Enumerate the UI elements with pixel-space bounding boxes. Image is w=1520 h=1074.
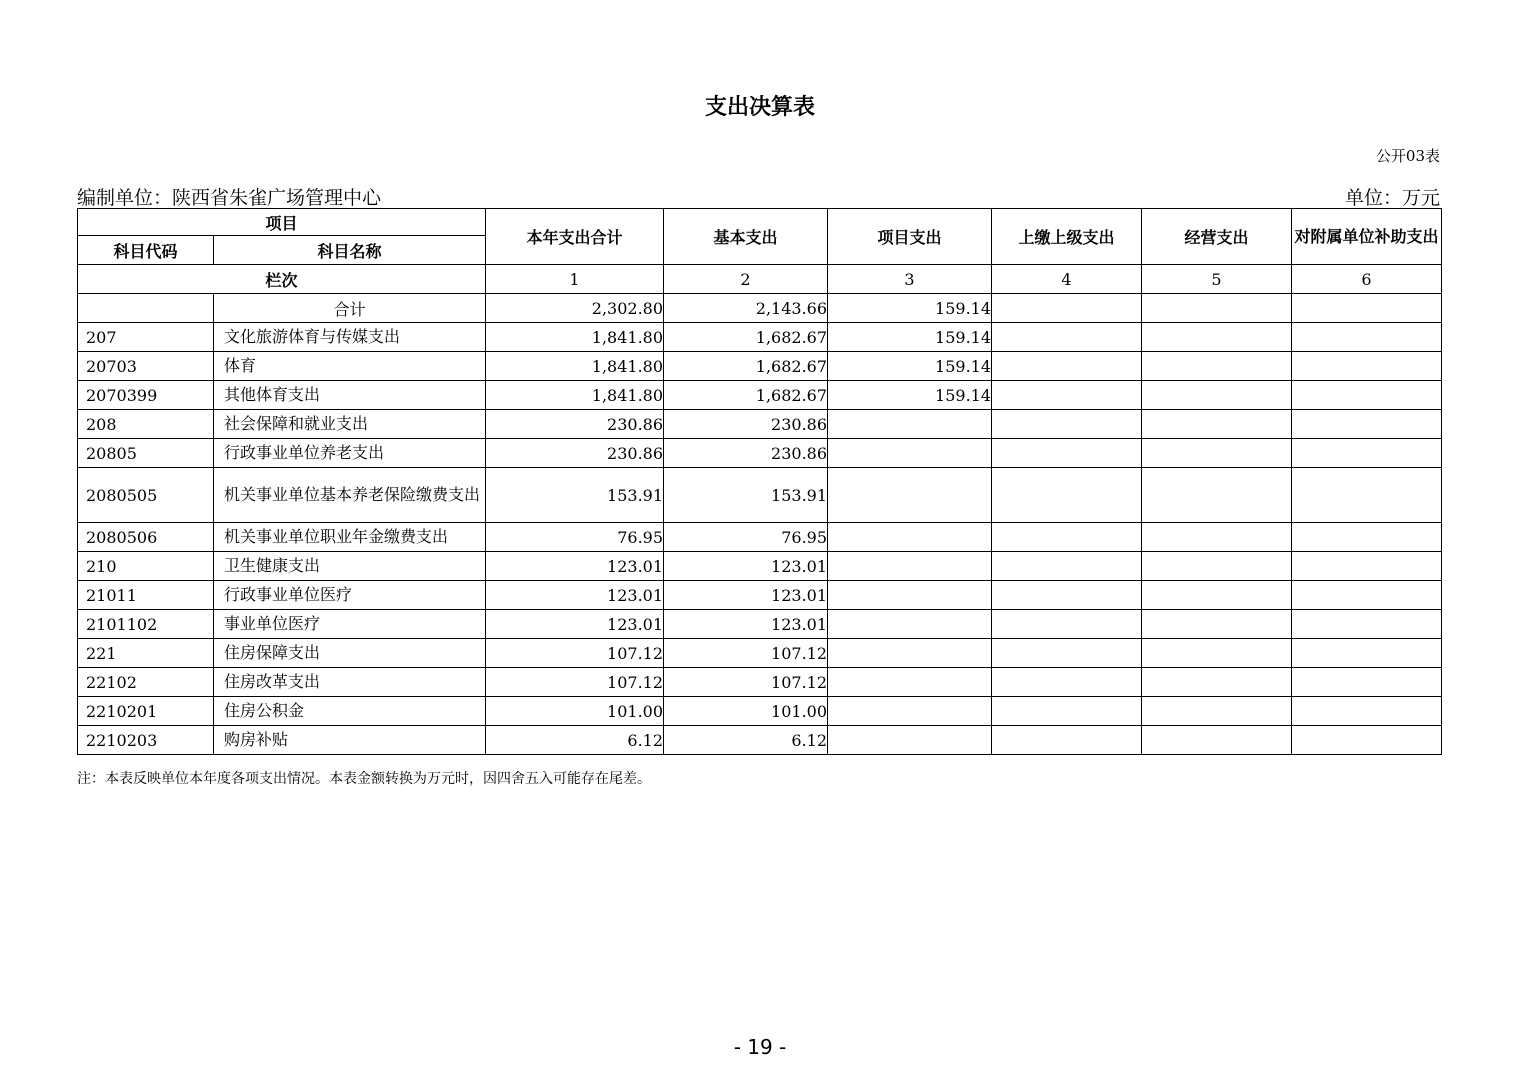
row-total: 123.01: [486, 610, 664, 639]
row-subsidy: [1292, 323, 1442, 352]
row-name: 住房公积金: [214, 697, 486, 726]
row-name: 事业单位医疗: [214, 610, 486, 639]
row-basic: 107.12: [664, 668, 828, 697]
row-name: 住房改革支出: [214, 668, 486, 697]
row-upper: [992, 552, 1142, 581]
row-name: 体育: [214, 352, 486, 381]
row-project: [828, 552, 992, 581]
row-upper: [992, 410, 1142, 439]
row-subsidy: [1292, 352, 1442, 381]
row-code: 22102: [78, 668, 214, 697]
total-upper: [992, 294, 1142, 323]
row-project: [828, 639, 992, 668]
row-name: 行政事业单位养老支出: [214, 439, 486, 468]
row-code: 2080506: [78, 523, 214, 552]
row-name: 社会保障和就业支出: [214, 410, 486, 439]
row-name: 其他体育支出: [214, 381, 486, 410]
footnote: 注：本表反映单位本年度各项支出情况。本表金额转换为万元时，因四舍五入可能存在尾差。: [77, 771, 651, 787]
row-upper: [992, 697, 1142, 726]
header-business: 经营支出: [1142, 209, 1292, 265]
row-subsidy: [1292, 668, 1442, 697]
total-project: 159.14: [828, 294, 992, 323]
header-project-exp: 项目支出: [828, 209, 992, 265]
row-basic: 1,682.67: [664, 323, 828, 352]
row-total: 1,841.80: [486, 352, 664, 381]
row-upper: [992, 323, 1142, 352]
table-row: [78, 323, 1442, 352]
row-subsidy: [1292, 439, 1442, 468]
table-row: [78, 581, 1442, 610]
unit-label: 单位：万元: [1344, 187, 1440, 209]
table-row: [78, 697, 1442, 726]
total-label: 合计: [214, 294, 486, 323]
expenditure-table: [77, 208, 1442, 755]
row-name: 住房保障支出: [214, 639, 486, 668]
row-basic: 123.01: [664, 552, 828, 581]
header-code: 科目代码: [78, 236, 214, 265]
row-name: 机关事业单位基本养老保险缴费支出: [214, 468, 486, 523]
row-code: 20703: [78, 352, 214, 381]
row-upper: [992, 381, 1142, 410]
row-basic: 1,682.67: [664, 381, 828, 410]
table-row: [78, 468, 1442, 523]
row-project: [828, 581, 992, 610]
table-row: [78, 523, 1442, 552]
row-total: 230.86: [486, 439, 664, 468]
row-project: [828, 610, 992, 639]
row-basic: 101.00: [664, 697, 828, 726]
table-row: [78, 610, 1442, 639]
row-business: [1142, 726, 1292, 755]
row-basic: 230.86: [664, 439, 828, 468]
row-code: 2210203: [78, 726, 214, 755]
row-business: [1142, 697, 1292, 726]
row-business: [1142, 410, 1292, 439]
header-row-index: 栏次: [78, 265, 486, 294]
row-name: 购房补贴: [214, 726, 486, 755]
row-total: 230.86: [486, 410, 664, 439]
table-body: [78, 294, 1442, 755]
row-basic: 6.12: [664, 726, 828, 755]
table-row: [78, 726, 1442, 755]
row-project: 159.14: [828, 352, 992, 381]
page-number: - 19 -: [733, 1035, 787, 1059]
row-name: 机关事业单位职业年金缴费支出: [214, 523, 486, 552]
row-subsidy: [1292, 523, 1442, 552]
form-number: 公开03表: [1375, 147, 1440, 165]
index-6: 6: [1292, 265, 1442, 294]
header-total: 本年支出合计: [486, 209, 664, 265]
row-project: 159.14: [828, 323, 992, 352]
table-row: [78, 439, 1442, 468]
header-basic: 基本支出: [664, 209, 828, 265]
row-upper: [992, 610, 1142, 639]
row-total: 107.12: [486, 668, 664, 697]
row-project: 159.14: [828, 381, 992, 410]
row-code: 2080505: [78, 468, 214, 523]
row-name: 文化旅游体育与传媒支出: [214, 323, 486, 352]
row-project: [828, 468, 992, 523]
table-row: [78, 639, 1442, 668]
total-subsidy: [1292, 294, 1442, 323]
table-row: [78, 410, 1442, 439]
row-code: 207: [78, 323, 214, 352]
row-business: [1142, 610, 1292, 639]
table-row: [78, 552, 1442, 581]
row-basic: 107.12: [664, 639, 828, 668]
row-subsidy: [1292, 468, 1442, 523]
row-upper: [992, 352, 1142, 381]
row-total: 101.00: [486, 697, 664, 726]
header-project: 项目: [78, 209, 486, 236]
row-code: 208: [78, 410, 214, 439]
row-business: [1142, 523, 1292, 552]
row-code: 210: [78, 552, 214, 581]
row-code: 2210201: [78, 697, 214, 726]
row-subsidy: [1292, 697, 1442, 726]
table-row: [78, 352, 1442, 381]
row-basic: 1,682.67: [664, 352, 828, 381]
row-subsidy: [1292, 381, 1442, 410]
row-code: 221: [78, 639, 214, 668]
row-business: [1142, 439, 1292, 468]
row-business: [1142, 552, 1292, 581]
total-sum: 2,302.80: [486, 294, 664, 323]
org-label: 编制单位：陕西省朱雀广场管理中心: [77, 187, 382, 209]
row-subsidy: [1292, 552, 1442, 581]
index-2: 2: [664, 265, 828, 294]
row-total: 6.12: [486, 726, 664, 755]
header-upper: 上缴上级支出: [992, 209, 1142, 265]
total-basic: 2,143.66: [664, 294, 828, 323]
row-upper: [992, 726, 1142, 755]
row-basic: 123.01: [664, 610, 828, 639]
row-upper: [992, 439, 1142, 468]
index-5: 5: [1142, 265, 1292, 294]
row-total: 107.12: [486, 639, 664, 668]
row-business: [1142, 323, 1292, 352]
row-total: 1,841.80: [486, 323, 664, 352]
total-code-cell: [78, 294, 214, 323]
row-total: 153.91: [486, 468, 664, 523]
index-3: 3: [828, 265, 992, 294]
index-4: 4: [992, 265, 1142, 294]
row-project: [828, 668, 992, 697]
row-code: 21011: [78, 581, 214, 610]
row-subsidy: [1292, 726, 1442, 755]
total-row: [78, 294, 1442, 323]
row-project: [828, 439, 992, 468]
row-upper: [992, 523, 1142, 552]
header-subsidy: 对附属单位补助支出: [1292, 209, 1442, 265]
row-name: 卫生健康支出: [214, 552, 486, 581]
row-project: [828, 410, 992, 439]
row-business: [1142, 468, 1292, 523]
row-subsidy: [1292, 639, 1442, 668]
row-basic: 76.95: [664, 523, 828, 552]
row-code: 2070399: [78, 381, 214, 410]
row-business: [1142, 381, 1292, 410]
row-total: 1,841.80: [486, 381, 664, 410]
row-subsidy: [1292, 410, 1442, 439]
row-business: [1142, 352, 1292, 381]
row-upper: [992, 581, 1142, 610]
header-name: 科目名称: [214, 236, 486, 265]
row-project: [828, 697, 992, 726]
row-business: [1142, 639, 1292, 668]
row-basic: 123.01: [664, 581, 828, 610]
row-basic: 153.91: [664, 468, 828, 523]
row-total: 123.01: [486, 552, 664, 581]
total-business: [1142, 294, 1292, 323]
row-basic: 230.86: [664, 410, 828, 439]
row-total: 76.95: [486, 523, 664, 552]
page-title: 支出决算表: [704, 95, 815, 120]
row-total: 123.01: [486, 581, 664, 610]
row-upper: [992, 468, 1142, 523]
row-project: [828, 523, 992, 552]
index-1: 1: [486, 265, 664, 294]
row-subsidy: [1292, 581, 1442, 610]
row-subsidy: [1292, 610, 1442, 639]
row-upper: [992, 668, 1142, 697]
row-upper: [992, 639, 1142, 668]
table-row: [78, 668, 1442, 697]
row-code: 20805: [78, 439, 214, 468]
row-business: [1142, 668, 1292, 697]
row-business: [1142, 581, 1292, 610]
row-project: [828, 726, 992, 755]
row-code: 2101102: [78, 610, 214, 639]
table-row: [78, 381, 1442, 410]
row-name: 行政事业单位医疗: [214, 581, 486, 610]
